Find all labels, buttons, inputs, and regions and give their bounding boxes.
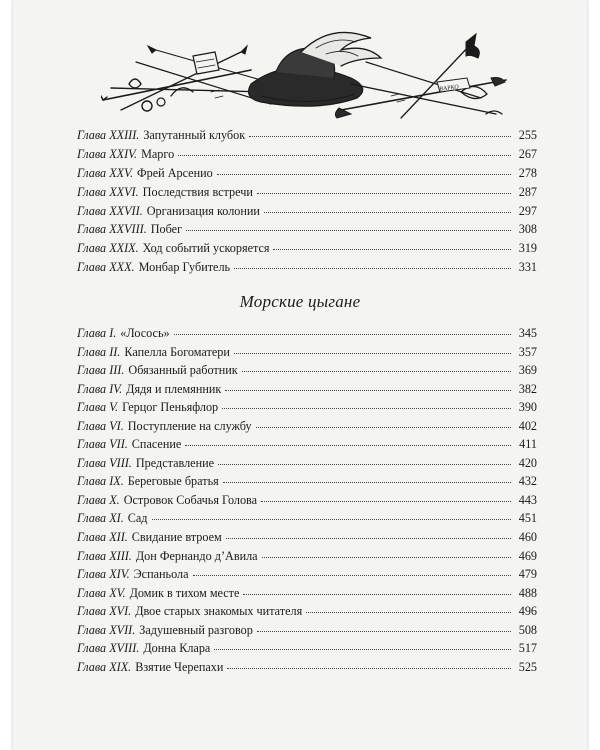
chapter-label: Глава IX.	[77, 474, 124, 489]
chapter-label: Глава XIX.	[77, 659, 132, 674]
chapter-label: Глава XIV.	[77, 567, 130, 582]
toc-entry	[77, 621, 537, 640]
toc-entry	[77, 565, 537, 584]
dot-leader	[178, 155, 511, 156]
toc-entry	[77, 202, 537, 221]
dot-leader	[217, 174, 511, 175]
chapter-label: Глава V.	[77, 400, 119, 415]
toc-entry	[77, 417, 537, 436]
chapter-label: Глава XXX.	[77, 260, 135, 275]
chapter-title: Ход событий ускоряется	[142, 241, 270, 256]
chapter-title: Дон Фернандо д’Авила	[135, 548, 258, 563]
toc-entry	[77, 658, 537, 677]
dot-leader	[174, 334, 511, 335]
engraved-vignette	[101, 22, 511, 122]
chapter-label: Глава XVIII.	[77, 641, 140, 656]
page-number: 297	[518, 203, 537, 218]
toc-entry	[77, 472, 537, 491]
page-number: 278	[518, 165, 537, 180]
chapter-title: Эспаньола	[133, 567, 189, 582]
chapter-label: Глава XXVII.	[77, 203, 143, 218]
toc-entry	[77, 509, 537, 528]
chapter-title: Организация колонии	[146, 203, 260, 218]
toc-entry	[77, 380, 537, 399]
dot-leader	[226, 538, 511, 539]
toc-entry	[77, 547, 537, 566]
toc-entry	[77, 258, 537, 277]
chapter-title: Береговые братья	[127, 474, 219, 489]
dot-leader	[218, 464, 511, 465]
chapter-label: Глава VIII.	[77, 455, 132, 470]
chapter-title: Запутанный клубок	[143, 128, 246, 142]
chapter-title: Донна Клара	[143, 641, 211, 656]
dot-leader	[249, 136, 511, 137]
chapter-label: Глава X.	[77, 492, 120, 507]
book-page	[13, 0, 587, 750]
toc-entry	[77, 398, 537, 417]
dot-leader	[242, 371, 511, 372]
chapter-label: Глава XXVI.	[77, 184, 139, 199]
dot-leader	[261, 501, 511, 502]
chapter-label: Глава XXIII.	[77, 128, 140, 142]
dot-leader	[225, 390, 511, 391]
chapter-label: Глава VI.	[77, 418, 124, 433]
chapter-title: Представление	[135, 455, 215, 470]
chapter-label: Глава XXIX.	[77, 241, 139, 256]
dot-leader	[306, 612, 511, 613]
chapter-label: Глава XVII.	[77, 622, 136, 637]
dot-leader	[186, 230, 511, 231]
page-number: 345	[518, 326, 537, 340]
tag-text: ВАРКО	[439, 84, 460, 93]
chapter-title: Двое старых знакомых читателя	[135, 604, 303, 619]
page-number: 369	[518, 363, 537, 378]
toc-entry	[77, 528, 537, 547]
chapter-title: Последствия встречи	[142, 184, 253, 199]
dot-leader	[222, 408, 511, 409]
chapter-label: Глава XXVIII.	[77, 222, 147, 237]
toc-part-2	[77, 324, 537, 676]
dot-leader	[227, 668, 511, 669]
chapter-title: Монбар Губитель	[138, 260, 231, 275]
section-title: Морские цыгане	[239, 292, 361, 311]
page-number: 479	[518, 567, 537, 582]
page-number: 420	[518, 455, 537, 470]
dot-leader	[273, 249, 511, 250]
chapter-title: Марго	[141, 146, 175, 161]
chapter-title: Сад	[127, 511, 148, 526]
toc-entry	[77, 343, 537, 362]
page-number: 443	[518, 492, 537, 507]
chapter-title: Побег	[150, 222, 183, 237]
page-number: 331	[518, 260, 537, 275]
toc-entry	[77, 491, 537, 510]
chapter-label: Глава IV.	[77, 381, 123, 396]
page-number: 469	[518, 548, 537, 563]
toc-entry	[77, 145, 537, 164]
page-number: 460	[518, 530, 537, 545]
chapter-title: Дядя и племянник	[126, 381, 222, 396]
page-number: 451	[518, 511, 537, 526]
chapter-label: Глава II.	[77, 344, 121, 359]
dot-leader	[185, 445, 511, 446]
chapter-title: Островок Собачья Голова	[123, 492, 258, 507]
toc-entry	[77, 435, 537, 454]
page-number: 267	[518, 146, 537, 161]
dot-leader	[152, 519, 512, 520]
chapter-title: «Лосось»	[120, 326, 170, 340]
page-number: 402	[518, 418, 537, 433]
page-number: 432	[518, 474, 537, 489]
toc-entry	[77, 164, 537, 183]
chapter-title: Домик в тихом месте	[129, 585, 240, 600]
toc-entry	[77, 239, 537, 258]
chapter-label: Глава I.	[77, 326, 117, 340]
page-number: 508	[518, 622, 537, 637]
page-number: 308	[518, 222, 537, 237]
page-number: 517	[518, 641, 537, 656]
dot-leader	[256, 427, 511, 428]
toc-entry	[77, 220, 537, 239]
toc-entry	[77, 454, 537, 473]
toc-entry	[77, 602, 537, 621]
chapter-title: Свидание втроем	[131, 530, 222, 545]
chapter-title: Взятие Черепахи	[135, 659, 224, 674]
chapter-title: Герцог Пеньяфлор	[122, 400, 219, 415]
dot-leader	[223, 482, 511, 483]
chapter-title: Задушевный разговор	[139, 622, 253, 637]
chapter-title: Капелла Богоматери	[124, 344, 230, 359]
chapter-title: Обязанный работник	[128, 363, 238, 378]
dot-leader	[214, 649, 511, 650]
page-number: 255	[518, 128, 537, 142]
chapter-label: Глава III.	[77, 363, 125, 378]
page-number: 496	[518, 604, 537, 619]
toc-entry	[77, 639, 537, 658]
chapter-label: Глава XXV.	[77, 165, 133, 180]
chapter-label: Глава XVI.	[77, 604, 132, 619]
toc-entry	[77, 126, 537, 145]
chapter-label: Глава XII.	[77, 530, 128, 545]
dot-leader	[243, 594, 511, 595]
dot-leader	[234, 353, 511, 354]
dot-leader	[257, 631, 511, 632]
toc-entry	[77, 361, 537, 380]
chapter-label: Глава VII.	[77, 437, 128, 452]
chapter-title: Спасение	[131, 437, 182, 452]
toc-part-1	[77, 126, 537, 277]
dot-leader	[257, 193, 511, 194]
toc-entry	[77, 324, 537, 343]
chapter-label: Глава XV.	[77, 585, 126, 600]
toc-entry	[77, 584, 537, 603]
chapter-title: Фрей Арсенио	[137, 165, 213, 180]
page-number: 357	[518, 344, 537, 359]
dot-leader	[193, 575, 511, 576]
page-number: 382	[518, 381, 537, 396]
page-number: 319	[518, 241, 537, 256]
chapter-label: Глава XXIV.	[77, 146, 138, 161]
chapter-label: Глава XI.	[77, 511, 124, 526]
dot-leader	[262, 557, 511, 558]
chapter-title: Поступление на службу	[127, 418, 252, 433]
page-number: 390	[518, 400, 537, 415]
dot-leader	[234, 268, 511, 269]
page-number: 411	[519, 437, 537, 452]
toc-entry	[77, 183, 537, 202]
page-number: 287	[518, 184, 537, 199]
page-number: 525	[518, 659, 537, 674]
dot-leader	[264, 212, 511, 213]
page-number: 488	[518, 585, 537, 600]
chapter-label: Глава XIII.	[77, 548, 132, 563]
